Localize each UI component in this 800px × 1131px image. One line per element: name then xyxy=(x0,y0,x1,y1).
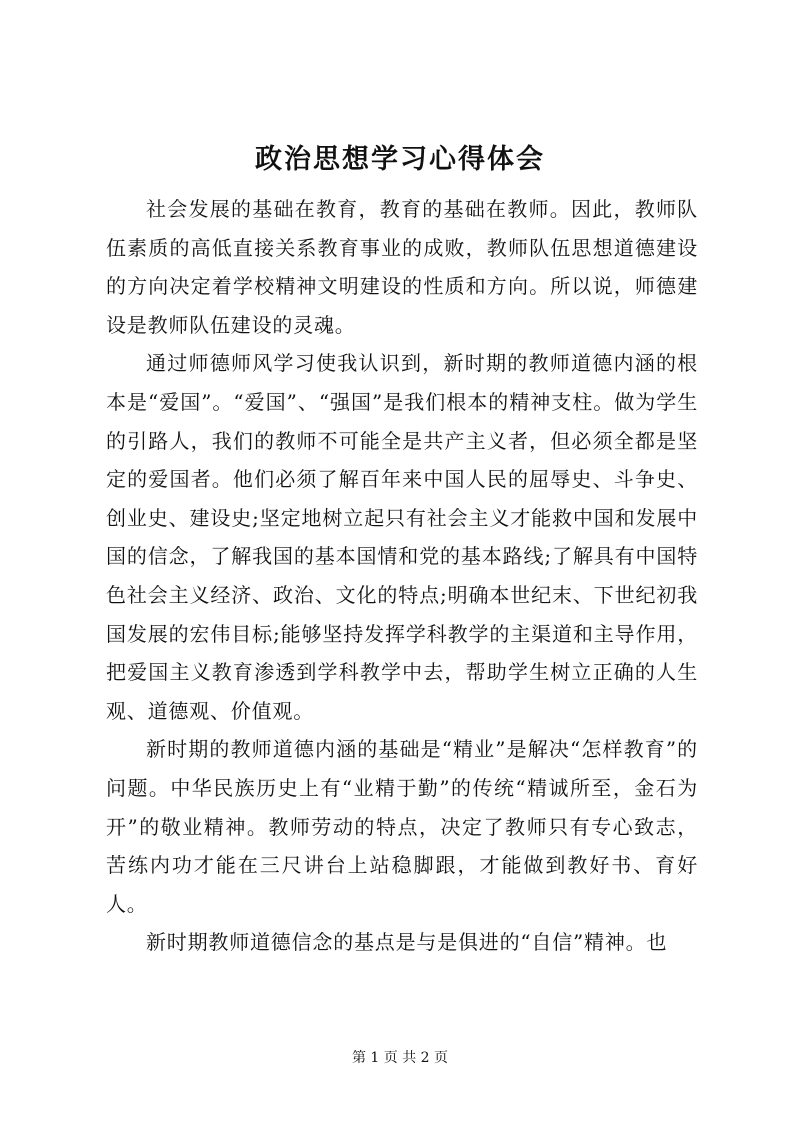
paragraph-3: 新时期的教师道德内涵的基础是“精业”是解决“怎样教育”的问题。中华民族历史上有“业精于勤”的传统“精诚所至，金石为开”的敬业精神。教师劳动的特点，决定了教师只有专心致志，苦练内功才能在三尺讲台上站稳脚跟，才能做到教好书、育好人。 xyxy=(106,737,698,916)
page-footer xyxy=(0,1048,800,1068)
document-body xyxy=(106,190,698,962)
paragraph-2: 通过师德师风学习使我认识到，新时期的教师道德内涵的根本是“爱国”。“爱国”、“强国”是我们根本的精神支柱。做为学生的引路人，我们的教师不可能全是共产主义者，但必须全都是坚定的爱国者。他们必须了解百年来中国人民的屈辱史、斗争史、创业史、建设史;坚定地树立起只有社会主义才能救中国和发展中国的信念，了解我国的基本国情和党的基本路线;了解具有中国特色社会主义经济、政治、文化的特点;明确本世纪末、下世纪初我国发展的宏伟目标;能够坚持发挥学科教学的主渠道和主导作用，把爱国主义教育渗透到学科教学中去，帮助学生树立正确的人生观、道德观、价值观。 xyxy=(106,351,698,723)
paragraph-1: 社会发展的基础在教育，教育的基础在教师。因此，教师队伍素质的高低直接关系教育事业的成败，教师队伍思想道德建设的方向决定着学校精神文明建设的性质和方向。所以说，师德建设是教师队伍建设的灵魂。 xyxy=(106,197,698,337)
document-title: 政治思想学习心得体会 xyxy=(255,144,545,175)
page-total: 共 2 页 xyxy=(402,1050,449,1066)
paragraph-4: 新时期教师道德信念的基点是与是俱进的“自信”精神。也 xyxy=(146,930,668,955)
page-number: 第 1 页 xyxy=(351,1050,398,1066)
